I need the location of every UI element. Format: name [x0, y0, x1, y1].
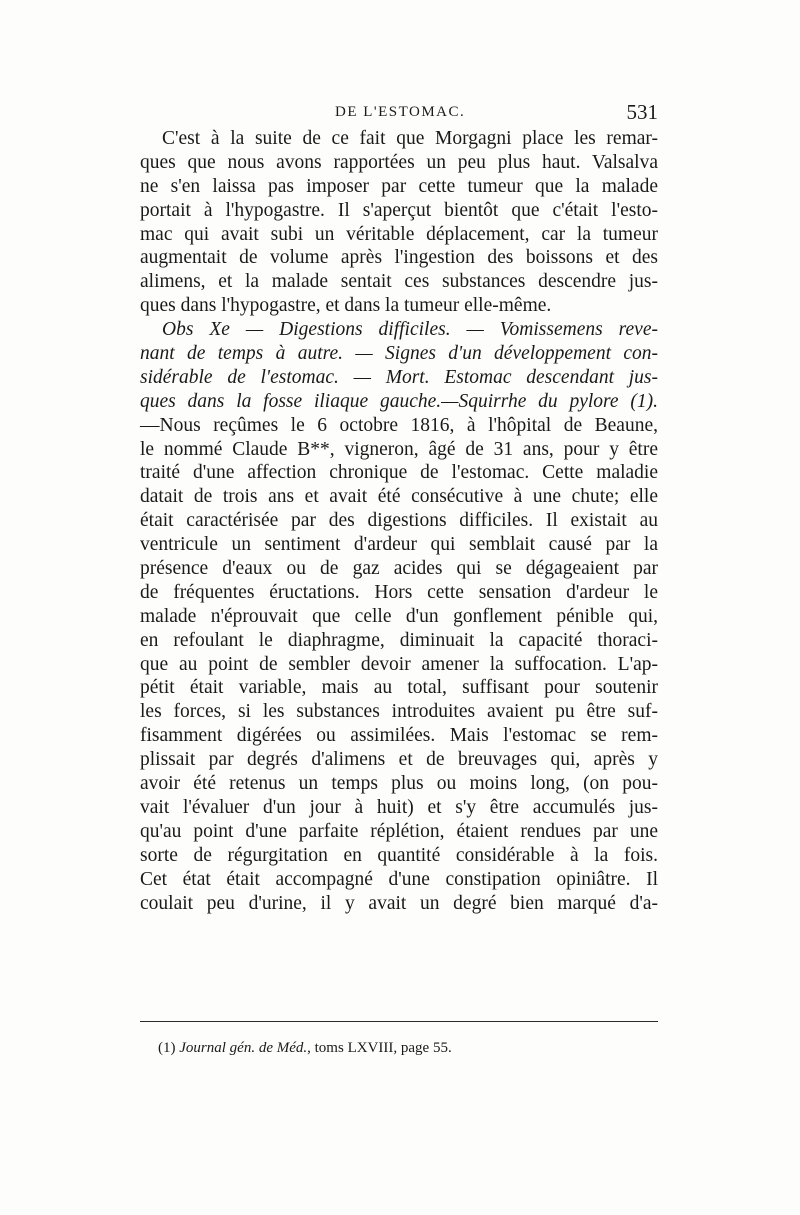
text-line: avoir été retenus un temps plus ou moins long, (on pou-	[140, 773, 658, 795]
text-line: mac qui avait subi un véritable déplacement, car la tumeur	[140, 223, 658, 245]
text-line: ne s'en laissa pas imposer par cette tumeur que la malade	[140, 175, 658, 197]
text-line: Cet état était accompagné d'une constipation opiniâtre. Il	[140, 868, 658, 890]
text-line: malade n'éprouvait que celle d'un gonflement pénible qui,	[140, 605, 658, 627]
text-line: plissait par degrés d'alimens et de breuvages qui, après y	[140, 749, 658, 771]
text-line: sorte de régurgitation en quantité considérable à la fois.	[140, 844, 658, 866]
text-line: fisamment digérées ou assimilées. Mais l'estomac se rem-	[140, 725, 658, 747]
footnote	[158, 1040, 452, 1057]
body-text	[140, 127, 658, 915]
observation-heading-line: ques dans la fosse iliaque gauche.—Squirrhe du pylore (1).	[140, 390, 658, 412]
text-line: qu'au point d'une parfaite réplétion, étaient rendues par une	[140, 820, 658, 842]
footnote-detail: , toms LXVIII, page 55.	[307, 1040, 452, 1056]
text-line: ques dans l'hypogastre, et dans la tumeur elle-même.	[140, 295, 552, 317]
text-line: traité d'une affection chronique de l'estomac. Cette maladie	[140, 462, 658, 484]
text-line: le nommé Claude B**, vigneron, âgé de 31 ans, pour y être	[140, 438, 658, 460]
text-line: pétit était variable, mais au total, suffisant pour soutenir	[140, 677, 658, 699]
text-line: que au point de sembler devoir amener la suffocation. L'ap-	[140, 653, 658, 675]
footnote-marker: (1)	[158, 1040, 176, 1056]
footnote-source: Journal gén. de Méd.	[179, 1040, 308, 1056]
text-line: vait l'évaluer d'un jour à huit) et s'y être accumulés jus-	[140, 796, 658, 818]
observation-heading-line: sidérable de l'estomac. — Mort. Estomac descendant jus-	[140, 366, 658, 388]
text-line: les forces, si les substances introduites avaient pu être suf-	[140, 701, 658, 723]
running-title: DE L'ESTOMAC.	[335, 104, 466, 120]
text-line: ques que nous avons rapportées un peu plus haut. Valsalva	[140, 151, 658, 173]
observation-heading-line: Obs Xe — Digestions difficiles. — Vomissemens reve-	[162, 319, 658, 341]
text-line: présence d'eaux ou de gaz acides qui se dégageaient par	[140, 558, 658, 580]
text-line: en refoulant le diaphragme, diminuait la capacité thoraci-	[140, 629, 658, 651]
text-line: portait à l'hypogastre. Il s'aperçut bientôt que c'était l'esto-	[140, 199, 658, 221]
footnote-divider	[140, 1021, 658, 1022]
page-number: 531	[626, 100, 658, 124]
text-line: alimens, et la malade sentait ces substances descendre jus-	[140, 271, 658, 293]
running-head	[140, 100, 658, 130]
observation-heading-line: nant de temps à autre. — Signes d'un développement con-	[140, 343, 658, 365]
text-line: C'est à la suite de ce fait que Morgagni place les remar-	[162, 128, 658, 149]
text-line: augmentait de volume après l'ingestion des boissons et des	[140, 247, 658, 269]
text-line: coulait peu d'urine, il y avait un degré bien marqué d'a-	[140, 892, 658, 914]
text-line: de fréquentes éructations. Hors cette sensation d'ardeur le	[140, 581, 658, 603]
text-line: était caractérisée par des digestions difficiles. Il existait au	[140, 510, 658, 532]
text-line: ventricule un sentiment d'ardeur qui semblait causé par la	[140, 534, 658, 556]
text-line: datait de trois ans et avait été consécutive à une chute; elle	[140, 486, 658, 508]
text-line: —Nous reçûmes le 6 octobre 1816, à l'hôpital de Beaune,	[140, 414, 658, 436]
